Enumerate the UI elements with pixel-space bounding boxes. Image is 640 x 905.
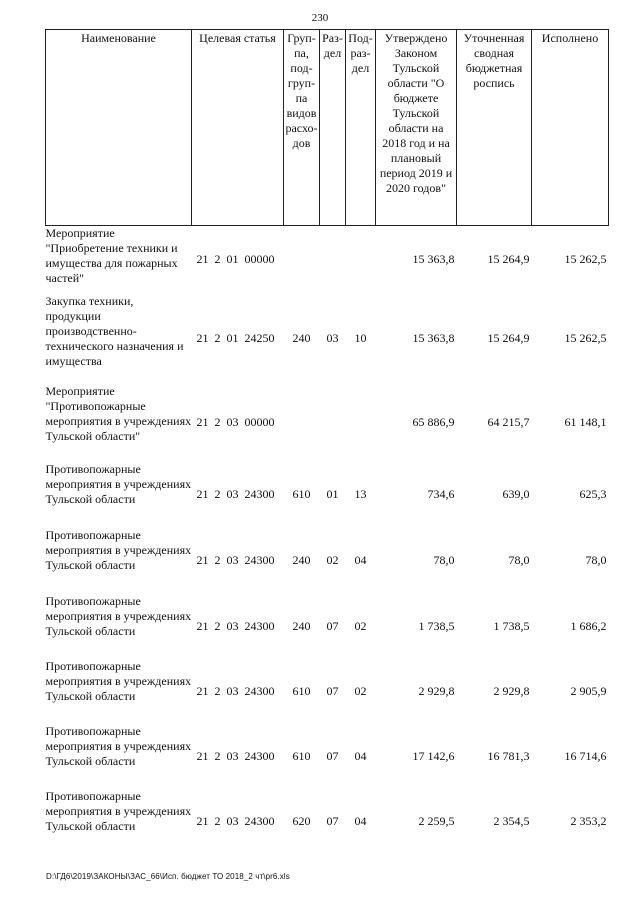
table-row [46,659,609,724]
row-expense-group: 240 [292,618,311,633]
table-header-row [46,30,609,226]
row-subsection [346,384,376,462]
table-row [46,724,609,789]
row-executed: 2 905,9 [570,683,607,698]
budget-execution-table [45,29,609,854]
row-approved: 2 929,8 [418,683,455,698]
row-approved: 65 886,9 [412,415,455,429]
target-article-part: 2 [214,683,221,698]
target-article-part: 21 [196,252,209,267]
target-article-part: 21 [196,618,209,633]
row-refined: 639,0 [502,487,530,501]
row-target-article [192,659,284,724]
target-article-part: 2 [214,415,221,429]
table-row [46,384,609,462]
target-article-part: 03 [226,683,239,698]
row-subsection: 04 [354,553,367,567]
table-row [46,226,609,294]
row-subsection [346,226,376,294]
row-approved: 1 738,5 [418,618,455,633]
row-section [320,226,346,294]
target-article-part: 03 [226,618,239,633]
row-refined: 64 215,7 [487,415,530,429]
row-expense-group [284,384,320,462]
row-approved: 2 259,5 [418,813,455,828]
row-subsection: 10 [354,331,367,345]
row-executed: 16 714,6 [564,748,607,763]
row-target-article [192,226,284,294]
row-refined: 2 354,5 [493,813,530,828]
row-name: Противопожарные мероприятия в учреждениях Тульской области [45,461,192,506]
header-refined: Уточненная сводная бюджетная роспись [457,30,532,226]
header-section: Раз-дел [320,30,346,226]
target-article-part: 03 [226,487,239,501]
row-section: 02 [326,553,339,567]
table-row [46,462,609,528]
row-executed: 61 148,1 [564,415,607,429]
row-name: Закупка техники, продукции производственно-технического назначения и имущества [45,293,184,368]
table-row [46,294,609,384]
row-executed: 15 262,5 [564,331,607,345]
target-article-part: 24250 [244,331,275,345]
target-article-part: 21 [196,415,209,429]
page-number: 230 [311,12,329,24]
target-article-part: 03 [226,748,239,763]
target-article-part: 21 [196,487,209,501]
row-refined: 16 781,3 [487,748,530,763]
row-expense-group: 610 [292,748,311,763]
header-subsection: Под-раз-дел [346,30,376,226]
target-article-part: 01 [226,331,239,345]
target-article-part: 2 [214,487,221,501]
row-subsection: 02 [354,618,367,633]
target-article-part: 24300 [244,618,275,633]
row-name: Противопожарные мероприятия в учреждениях Тульской области [45,658,192,703]
row-approved: 78,0 [433,553,455,567]
target-article-part: 24300 [244,553,275,567]
target-article-part: 24300 [244,748,275,763]
row-target-article [192,462,284,528]
row-target-article [192,594,284,659]
row-subsection: 04 [354,748,367,763]
row-target-article [192,724,284,789]
row-refined: 15 264,9 [487,252,530,267]
table-body [46,226,609,854]
target-article-part: 21 [196,553,209,567]
row-section: 07 [326,748,339,763]
row-target-article [192,789,284,854]
target-article-part: 03 [226,553,239,567]
target-article-part: 21 [196,683,209,698]
table-row [46,594,609,659]
target-article-part: 03 [226,813,239,828]
row-refined: 15 264,9 [487,331,530,345]
row-name: Мероприятие "Приобретение техники и имущества для пожарных частей" [45,226,178,285]
header-target-article: Целевая статья [192,30,284,226]
row-subsection: 02 [354,683,367,698]
row-expense-group: 610 [292,487,311,501]
header-approved: Утверждено Законом Тульской области "О бюджете Тульской области на 2018 год и на плановый период 2019 и 2020 годов" [376,30,457,226]
row-approved: 15 363,8 [412,331,455,345]
target-article-part: 2 [214,252,221,267]
row-name: Противопожарные мероприятия в учреждениях Тульской области [45,723,192,768]
target-article-part: 24300 [244,813,275,828]
header-executed: Исполнено [532,30,609,226]
row-expense-group: 240 [292,331,311,345]
row-executed: 15 262,5 [564,252,607,267]
file-path-footer: D:\ГД6\2019\ЗАКОНЫ\ЗАС_66\Исп. бюджет ТО 2018_2 чт\pr6.xls [46,872,290,881]
target-article-part: 21 [196,331,209,345]
row-expense-group: 620 [292,813,311,828]
row-section: 07 [326,618,339,633]
target-article-part: 2 [214,553,221,567]
row-name: Мероприятие "Противопожарные мероприятия в учреждениях Тульской области" [45,383,192,443]
target-article-part: 01 [226,252,239,267]
row-approved: 734,6 [427,487,455,501]
row-approved: 17 142,6 [412,748,455,763]
row-refined: 1 738,5 [493,618,530,633]
table-row [46,789,609,854]
header-expense-group: Груп-па, под-груп-па видов расхо-дов [284,30,320,226]
row-approved: 15 363,8 [412,252,455,267]
target-article-part: 24300 [244,683,275,698]
row-name: Противопожарные мероприятия в учреждениях Тульской области [45,593,192,638]
row-name: Противопожарные мероприятия в учреждениях Тульской области [45,788,192,833]
row-expense-group: 240 [292,553,311,567]
target-article-part: 00000 [244,252,275,267]
row-section: 07 [326,683,339,698]
row-subsection: 04 [354,813,367,828]
row-section: 07 [326,813,339,828]
row-expense-group: 610 [292,683,311,698]
row-section: 01 [326,487,339,501]
row-target-article [192,294,284,384]
table-row [46,528,609,594]
row-section [320,384,346,462]
row-refined: 2 929,8 [493,683,530,698]
row-target-article [192,528,284,594]
row-executed: 625,3 [579,487,607,501]
row-section: 03 [326,331,339,345]
row-executed: 1 686,2 [570,618,607,633]
row-subsection: 13 [354,487,367,501]
row-name: Противопожарные мероприятия в учреждениях Тульской области [45,527,192,572]
target-article-part: 2 [214,618,221,633]
target-article-part: 24300 [244,487,275,501]
row-executed: 2 353,2 [570,813,607,828]
target-article-part: 2 [214,748,221,763]
row-refined: 78,0 [508,553,530,567]
header-name: Наименование [46,30,192,226]
row-expense-group [284,226,320,294]
row-target-article [192,384,284,462]
target-article-part: 03 [226,415,239,429]
target-article-part: 00000 [244,415,275,429]
row-executed: 78,0 [585,553,607,567]
target-article-part: 2 [214,331,221,345]
target-article-part: 21 [196,813,209,828]
target-article-part: 2 [214,813,221,828]
target-article-part: 21 [196,748,209,763]
